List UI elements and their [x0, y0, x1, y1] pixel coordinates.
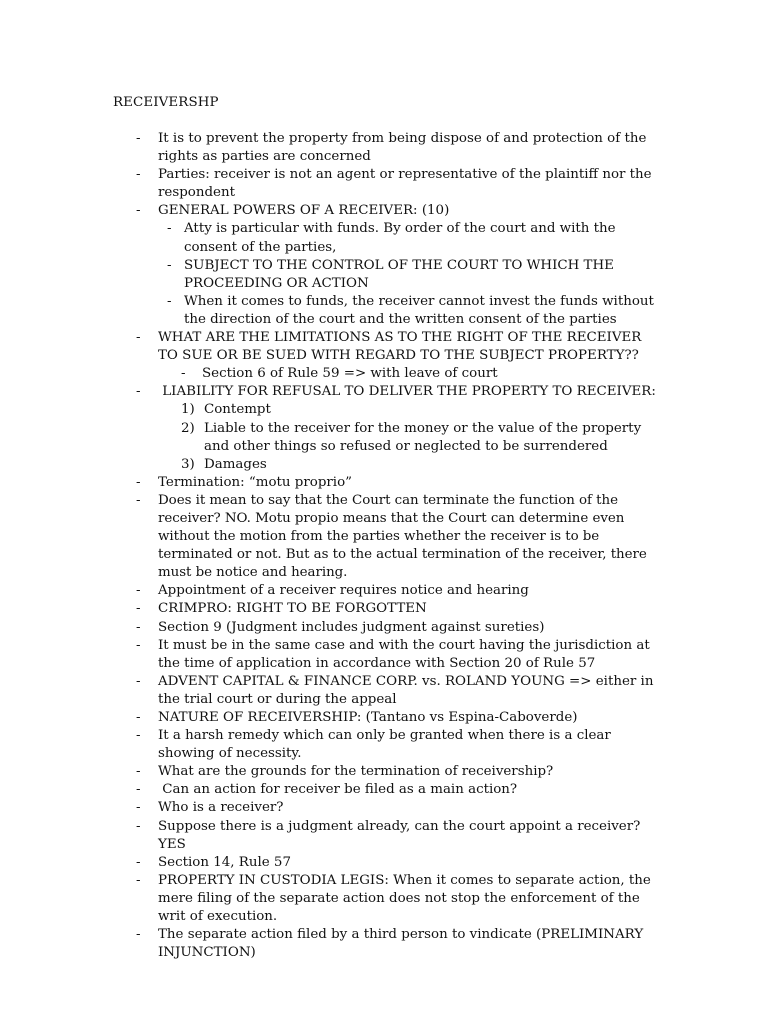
list-item-text: Section 14, Rule 57: [158, 854, 291, 870]
list-item: [0, 872, 768, 926]
numbered-item: [0, 456, 768, 474]
list-item: [0, 600, 768, 618]
list-item: [0, 781, 768, 799]
list-item: [0, 474, 768, 492]
number-marker: 3): [181, 456, 195, 472]
sub-list-item: [0, 365, 768, 383]
list-item-text: CRIMPRO: RIGHT TO BE FORGOTTEN: [158, 601, 427, 617]
list-item: [0, 130, 768, 166]
bullet-dash: -: [136, 474, 141, 490]
list-item: [0, 582, 768, 600]
bullet-dash: -: [136, 330, 141, 346]
bullet-dash: -: [136, 131, 141, 146]
list-item-text: SUBJECT TO THE CONTROL OF THE COURT TO WHICH THE PROCEEDING OR ACTION: [184, 257, 614, 291]
list-item-text: It must be in the same case and with the court having the jurisdiction at the time of application in accordance with Section 20 of Rule 57: [158, 637, 650, 671]
list-item: [0, 619, 768, 637]
bullet-dash: -: [136, 619, 141, 635]
sub-list-item: [0, 293, 768, 329]
list-item-text: LIABILITY FOR REFUSAL TO DELIVER THE PROPERTY TO RECEIVER:: [158, 384, 656, 400]
sub-list-item: [0, 257, 768, 293]
sub-list-item: [0, 220, 768, 256]
list-item-text: Parties: receiver is not an agent or representative of the plaintiff nor the respondent: [158, 167, 652, 201]
bullet-dash: -: [136, 927, 141, 943]
list-item: [0, 329, 768, 365]
bullet-dash: -: [167, 293, 172, 309]
list-item-text: The separate action filed by a third person to vindicate (PRELIMINARY INJUNCTION): [158, 927, 644, 961]
list-item-text: Atty is particular with funds. By order of the court and with the consent of the parties,: [184, 221, 616, 255]
bullet-dash: -: [136, 637, 141, 653]
number-marker: 2): [181, 420, 195, 436]
list-item: [0, 673, 768, 709]
list-item-text: PROPERTY IN CUSTODIA LEGIS: When it comes to separate action, the mere filing of the separate action does not stop the enforcement of the writ of execution.: [158, 872, 651, 925]
list-item-text: Contempt: [204, 402, 271, 418]
list-item-text: It is to prevent the property from being dispose of and protection of the rights as parties are concerned: [158, 131, 647, 165]
bullet-dash: -: [136, 764, 141, 780]
bullet-dash: -: [136, 384, 141, 400]
document-title: RECEIVERSHP: [113, 95, 219, 110]
list-item-text: Appointment of a receiver requires notice and hearing: [158, 583, 529, 599]
notes-list: [0, 130, 768, 962]
bullet-dash: -: [181, 366, 186, 382]
bullet-dash: -: [136, 601, 141, 617]
bullet-dash: -: [136, 167, 141, 183]
list-item: [0, 709, 768, 727]
list-item: [0, 492, 768, 582]
list-item: [0, 637, 768, 673]
bullet-dash: -: [136, 782, 141, 798]
list-item: [0, 763, 768, 781]
number-marker: 1): [181, 402, 195, 418]
bullet-dash: -: [136, 710, 141, 725]
bullet-dash: -: [136, 800, 141, 816]
bullet-dash: -: [136, 854, 141, 870]
list-item: [0, 926, 768, 962]
list-item-text: Can an action for receiver be filed as a main action?: [158, 782, 518, 798]
list-item-text: WHAT ARE THE LIMITATIONS AS TO THE RIGHT OF THE RECEIVER TO SUE OR BE SUED WITH REGARD TO THE SUBJECT PROPERTY??: [158, 330, 642, 364]
bullet-dash: -: [136, 673, 141, 689]
list-item-text: Damages: [204, 456, 267, 472]
list-item: [0, 799, 768, 817]
list-item-text: Termination: “motu proprio”: [158, 474, 352, 490]
list-item-text: NATURE OF RECEIVERSHIP: (Tantano vs Espina-Caboverde): [158, 710, 578, 725]
list-item-text: Who is a receiver?: [158, 800, 284, 816]
bullet-dash: -: [136, 818, 141, 834]
list-item-text: Section 9 (Judgment includes judgment against sureties): [158, 619, 545, 635]
list-item-text: Section 6 of Rule 59 => with leave of court: [202, 366, 498, 382]
list-item-text: Does it mean to say that the Court can terminate the function of the receiver? NO. Motu propio means that the Court can determine even without the motion from the parties whether the receiver is to be terminated or not. But as to the actual termination of the receiver, there must be notice and hearing.: [158, 492, 647, 581]
bullet-dash: -: [136, 203, 141, 219]
bullet-dash: -: [136, 872, 141, 888]
list-item: [0, 383, 768, 401]
list-item-text: It a harsh remedy which can only be granted when there is a clear showing of necessity.: [158, 728, 611, 762]
numbered-item: [0, 401, 768, 419]
list-item-text: Suppose there is a judgment already, can the court appoint a receiver? YES: [158, 818, 641, 852]
bullet-dash: -: [167, 221, 172, 237]
list-item: [0, 818, 768, 854]
list-item: [0, 854, 768, 872]
list-item-text: Liable to the receiver for the money or the value of the property and other things so refused or neglected to be surrendered: [204, 420, 642, 454]
numbered-item: [0, 420, 768, 456]
bullet-dash: -: [167, 257, 172, 273]
bullet-dash: -: [136, 492, 141, 508]
list-item: [0, 202, 768, 220]
bullet-dash: -: [136, 583, 141, 599]
list-item-text: When it comes to funds, the receiver cannot invest the funds without the direction of the court and the written consent of the parties: [184, 293, 654, 327]
bullet-dash: -: [136, 728, 141, 744]
list-item-text: GENERAL POWERS OF A RECEIVER: (10): [158, 203, 450, 219]
list-item-text: What are the grounds for the termination of receivership?: [158, 764, 554, 780]
list-item: [0, 727, 768, 763]
list-item-text: ADVENT CAPITAL & FINANCE CORP. vs. ROLAND YOUNG => either in the trial court or during the appeal: [158, 673, 654, 707]
list-item: [0, 166, 768, 202]
